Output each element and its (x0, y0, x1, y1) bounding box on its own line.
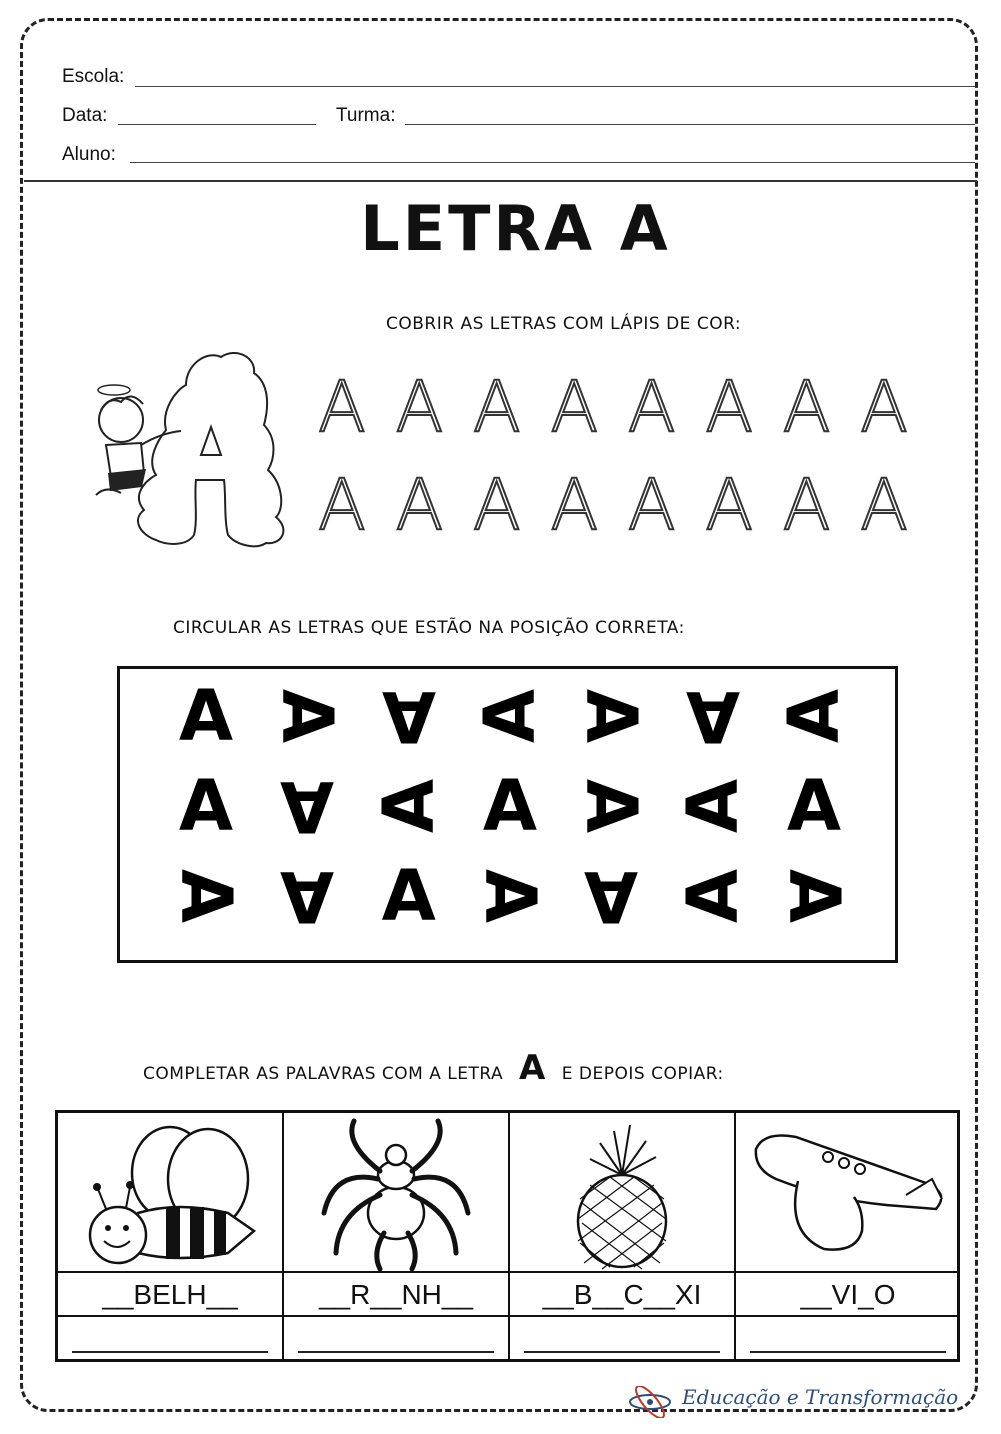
rotated-letter[interactable]: A (482, 765, 538, 847)
student-label: Aluno: (62, 144, 116, 165)
word-blank[interactable]: __R__NH__ (284, 1273, 510, 1317)
letter-grid-row (170, 765, 850, 847)
copy-cell[interactable] (736, 1317, 960, 1359)
rotated-letter[interactable]: A (266, 688, 349, 744)
word-picture-cell (58, 1113, 284, 1273)
school-field[interactable] (135, 86, 975, 87)
rotated-letter[interactable]: A (280, 765, 335, 847)
class-field[interactable] (405, 124, 975, 125)
letter-grid-row (170, 675, 855, 757)
page-title: LETRA A (360, 192, 671, 265)
header-divider (24, 180, 977, 182)
word-picture-cell (284, 1113, 510, 1273)
complete-instruction-letter: A (519, 1048, 546, 1088)
rotated-letter[interactable]: A (381, 675, 436, 757)
trace-letter[interactable]: A (550, 366, 599, 448)
copy-cell[interactable] (510, 1317, 736, 1359)
trace-letter[interactable]: A (318, 464, 366, 546)
copy-line (72, 1351, 268, 1353)
rotated-letter[interactable]: A (178, 675, 234, 757)
rotated-letter[interactable]: A (772, 688, 855, 744)
date-label: Data: (62, 105, 108, 126)
atom-logo-icon (628, 1386, 672, 1418)
copy-cell[interactable] (284, 1317, 510, 1359)
angel-cloud-letter-illustration (86, 345, 296, 550)
trace-letter[interactable]: A (395, 366, 444, 448)
rotated-letter[interactable]: A (468, 868, 551, 924)
copy-line (298, 1351, 494, 1353)
rotated-letter[interactable]: A (280, 855, 335, 937)
airplane-icon (736, 1113, 960, 1271)
trace-letter[interactable]: A (395, 464, 444, 546)
class-label: Turma: (336, 105, 396, 126)
words-table (55, 1110, 960, 1362)
rotated-letter[interactable]: A (178, 765, 234, 847)
trace-instruction: COBRIR AS LETRAS COM LÁPIS DE COR: (386, 314, 742, 334)
pineapple-icon (510, 1113, 734, 1271)
copy-line (750, 1351, 946, 1353)
trace-letter[interactable]: A (860, 464, 908, 546)
rotated-letter[interactable]: A (570, 688, 653, 744)
complete-instruction-after: E DEPOIS COPIAR: (561, 1064, 724, 1084)
trace-row-2 (318, 464, 908, 546)
trace-letter[interactable]: A (782, 464, 831, 546)
trace-letter[interactable]: A (782, 366, 831, 448)
trace-letter[interactable]: A (705, 464, 754, 546)
rotated-letter[interactable]: A (786, 765, 842, 847)
letter-grid-box (117, 666, 898, 963)
rotated-letter[interactable]: A (671, 868, 754, 924)
word-blank[interactable]: __VI_O (736, 1273, 960, 1317)
complete-instruction-before: COMPLETAR AS PALAVRAS COM A LETRA (143, 1064, 504, 1084)
word-blank[interactable]: __BELH__ (58, 1273, 284, 1317)
trace-letter[interactable]: A (705, 366, 754, 448)
trace-letter[interactable]: A (627, 366, 676, 448)
letter-grid-row (165, 855, 855, 937)
bee-icon (58, 1113, 282, 1271)
word-picture-cell (510, 1113, 736, 1273)
word-blank[interactable]: __B__C__XI (510, 1273, 736, 1317)
rotated-letter[interactable]: A (570, 778, 653, 834)
trace-letter[interactable]: A (860, 366, 908, 448)
rotated-letter[interactable]: A (671, 778, 754, 834)
circle-instruction: CIRCULAR AS LETRAS QUE ESTÃO NA POSIÇÃO CORRETA: (173, 618, 685, 638)
spider-icon (284, 1113, 508, 1271)
trace-letter[interactable]: A (550, 464, 599, 546)
word-picture-cell (736, 1113, 960, 1273)
rotated-letter[interactable]: A (165, 868, 247, 924)
trace-letter[interactable]: A (472, 366, 521, 448)
trace-row-1 (318, 366, 908, 448)
complete-instruction (143, 1048, 724, 1088)
trace-letter[interactable]: A (627, 464, 676, 546)
brand-name: Educação e Transformação (682, 1385, 959, 1409)
student-field[interactable] (130, 162, 975, 163)
rotated-letter[interactable]: A (584, 855, 639, 937)
rotated-letter[interactable]: A (367, 778, 450, 834)
rotated-letter[interactable]: A (685, 675, 740, 757)
copy-cell[interactable] (58, 1317, 284, 1359)
school-label: Escola: (62, 66, 125, 87)
date-field[interactable] (118, 124, 316, 125)
rotated-letter[interactable]: A (772, 868, 855, 924)
copy-line (524, 1351, 720, 1353)
rotated-letter[interactable]: A (381, 855, 436, 937)
rotated-letter[interactable]: A (468, 688, 551, 744)
trace-letter[interactable]: A (318, 366, 366, 448)
trace-letter[interactable]: A (472, 464, 521, 546)
